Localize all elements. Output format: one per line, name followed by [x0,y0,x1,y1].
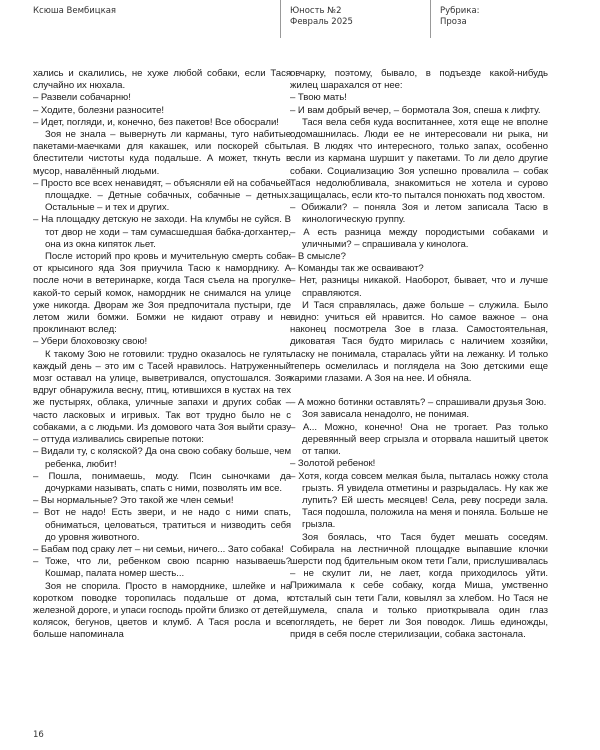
page-number: 16 [33,730,44,740]
rubric-info [440,6,480,28]
dialogue-line: – Нет, разницы никакой. Наоборот, бывает, что и лучше справляются. [290,275,548,299]
paragraph: Зоя боялась, что Тася будет мешать соседям. Собирала на лестничной площадке выпавшие клочки шерсти под бдительным оком тети Гали, прислушивалась – не скулит ли, не лает, когда приходилось уйти. Прижимала к себе собаку, когда Миша, умственно отсталый сын тети Гали, ковылял за хлебом. Но Тася не шумела, спала и только приоткрывала один глаз поглядеть, не берет ли Зоя поводок. Лишь единожды, придя в себя после стерилизации, собака застонала. [290,531,548,641]
dialogue-line: – На площадку детскую не заходи. На клумбы не суйся. В тот двор не ходи – там сумасшедшая бабка-догхантер, она из окна кипяток льет. [33,214,291,250]
author-name: Ксюша Вембицкая [33,6,117,16]
paragraph: Зоя зависала ненадолго, не понимая. [302,409,469,421]
dialogue-line: – Идет, погляди, и, конечно, без пакетов! Все обосрали! [33,116,279,128]
dialogue-line: – И вам добрый вечер, – бормотала Зоя, спеша к лифту. [290,104,541,116]
dialogue-line: – Бабам под сраку лет – ни семьи, ничего... Зато собака! [33,543,284,555]
paragraph: И Тася справлялась, даже больше – служила. Было видно: учиться ей нравится. Но самое важное – она наконец посмотрела Зое в глаза. Самостоятельная, диковатая Тася будто мирилась с наличием хозяйки, ласку не понимала, старалась уйти на лежанку. И только теперь осмелилась и поглядела на Зою детскими еще карими глазами. А Зоя на нее. И обняла. [290,299,548,385]
paragraph: Зоя не знала – вывернуть ли карманы, туго набитые пакетами-маечками для какашек, или поскорей сбыть блестители чистоты куда подальше. А может, ткнуть в мусор, навалённый людьми. [33,129,291,177]
paragraph: Зоя не спорила. Просто в наморднике, шлейке и на коротком поводке торопилась подальше от дома, к железной дороге, и упаси господь пройти близко от детей, колясок, бегунов, цветов и клумб. А Тася росла и все больше напоминала [33,580,291,641]
dialogue-line: – Вы нормальные? Это такой же член семьи! [33,495,234,507]
issue-title: Юность №2 [290,6,342,16]
dialogue-line: – Тоже, что ли, ребенком свою псарню называешь? Кошмар, палата номер шесть... [33,556,291,580]
paragraph: овчарку, поэтому, бывало, в подъезде какой-нибудь жилец шарахался от нее: [290,68,548,92]
left-text-column [33,68,291,642]
page-header [0,0,600,40]
dialogue-line: – Золотой ребенок! [290,458,376,470]
issue-info [290,6,353,28]
dialogue-line: – Пошла, понимаешь, моду. Псин сыночками да дочурками называть, спать с ними, позволять им все. [33,470,291,494]
dialogue-line: – Видали ту, с коляской? Да она свою собаку больше, чем ребенка, любит! [33,446,291,470]
rubric-value: Проза [440,17,467,27]
header-divider [430,0,431,38]
dialogue-line: – Просто все всех ненавидят, – объясняли ей на собачьей площадке. – Детные собачных, собачные – детных. Остальные – и тех и других. [33,177,291,214]
issue-date: Февраль 2025 [290,17,353,27]
dialogue-line: – Вот не надо! Есть звери, и не надо с ними спать, обниматься, целоваться, тратиться и низводить себя до уровня животного. [33,507,291,543]
dialogue-line: – Ходите, болезни разносите! [33,104,165,116]
paragraph: Тася вела себя куда воспитаннее, хотя еще не вполне одомашнилась. Люди ее не интересовали ни рыка, ни лая. В людях что интересного, только запах, особенно если из кармана шуршит у пакетами. То ли дело другие собаки. Социализацию Зоя успешно провалила – собак Тася недолюбливала, знакомиться не хотела и сурово защищалась, если кто-то пытался понюхать под хвостом. [290,116,548,202]
rubric-label: Рубрика: [440,6,480,16]
dialogue-line: – А можно ботинки оставлять? – спрашивали друзья Зою. [290,397,547,409]
paragraph: К такому Зою не готовили: трудно оказалось не гулять каждый день – это им с Тасей нравилось. Натруженный мозг оставал на улице, выветривался, опустошался. Зоя вдруг обнаружила весну, птиц, ютившихся в кустах на тех же пустырях, облака, уличные запахи и других собак – часто ласковых и игривых. Так вот трудно было не с собаками, а с людьми. Из домового чата Зоя выйти сразу – оттуда изливались свирепые потоки: [33,348,291,446]
paragraph: После историй про кровь и мучительную смерть собак от крысиного яда Зоя приучила Тасю к наморднику. А после ночи в ветеринарке, когда Тася съела на прогулке какой-то серый комок, намордник не снимался на улице уже никогда. Дворам же Зоя предпочитала пустыри, где летом жили бомжи. Бомжи не кидают отраву и не проклинают вслед: [33,251,291,336]
dialogue-line: – В смысле? [290,251,346,263]
dialogue-line: – А... Можно, конечно! Она не трогает. Раз только деревянный веер сгрызла и оторвала нашитый цветок от тапки. [290,421,548,458]
paragraph: хались и скалились, не хуже любой собаки, если Тася случайно их нюхала. [33,68,291,92]
dialogue-line: – Развели собачарню! [33,92,131,104]
dialogue-line: – Обижали? – поняла Зоя и летом записала Тасю в кинологическую группу. [290,202,548,226]
dialogue-line: – Убери блоховозку свою! [33,336,148,348]
dialogue-line: – Команды так же осваивают? [290,263,424,275]
dialogue-line: – А есть разница между породистыми собаками и уличными? – спрашивала у кинолога. [290,226,548,250]
dialogue-line: – Хотя, когда совсем мелкая была, пыталась ножку стола грызть. Я увидела отметины и разрыдалась. Ну как же лупить? Ей шесть месяцев! Села, реву посреди зала. Тася подошла, положила на меня и поняла. Больше не грызла. [290,470,548,531]
dialogue-line: – Твою мать! [290,92,347,104]
header-divider [280,0,281,38]
right-text-column [290,68,548,641]
